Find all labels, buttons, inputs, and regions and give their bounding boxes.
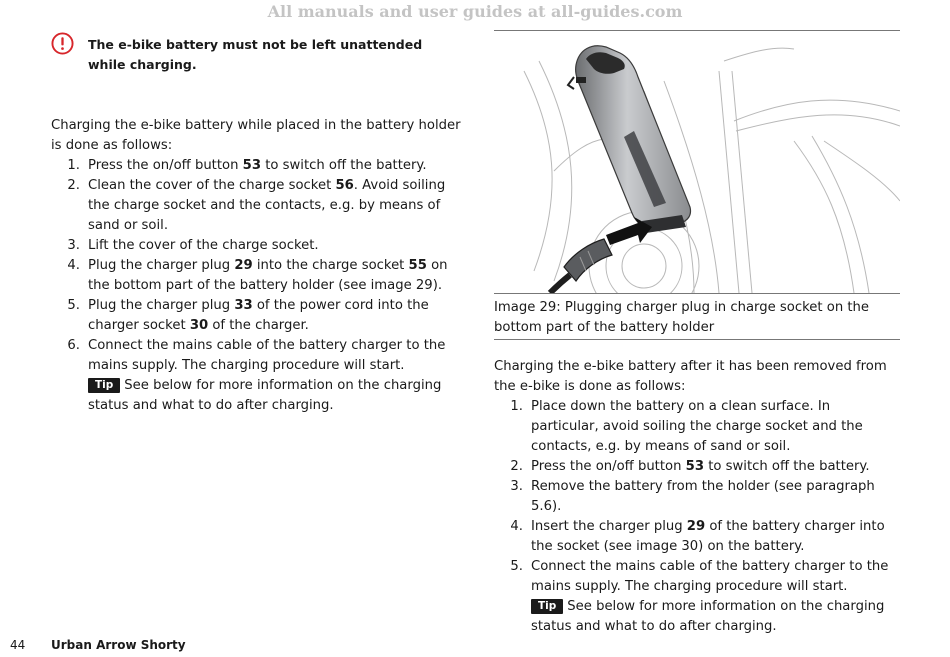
right-steps-list xyxy=(494,397,900,637)
step-number: 3. xyxy=(67,238,80,253)
step-text: . Avoid soiling the charge socket and the contacts, e.g. by means of sand or soil. xyxy=(88,178,446,233)
left-steps-list xyxy=(51,156,461,416)
step-text: Clean the cover of the charge socket xyxy=(88,178,336,193)
reference-number: 30 xyxy=(189,318,209,333)
step-item xyxy=(51,296,461,336)
tip-text: See below for more information on the charging status and what to do after charging. xyxy=(88,378,442,413)
step-text: into the charge socket xyxy=(252,258,409,273)
left-intro: Charging the e-bike battery while placed in the battery holder is done as follows: xyxy=(51,118,461,153)
footer-title: Urban Arrow Shorty xyxy=(51,638,186,652)
step-item xyxy=(51,176,461,236)
step-number: 6. xyxy=(67,338,80,353)
step-item xyxy=(51,236,461,256)
step-number: 1. xyxy=(510,399,523,414)
step-text: to switch off the battery. xyxy=(261,158,427,173)
step-item xyxy=(51,156,461,176)
step-text: Press the on/off button xyxy=(88,158,243,173)
step-text: Connect the mains cable of the battery charger to the mains supply. The charging procedure will start. xyxy=(531,559,889,594)
step-item xyxy=(51,256,461,296)
step-number: 1. xyxy=(67,158,80,173)
step-text: on the bottom part of the battery holder (see image 29). xyxy=(88,258,448,293)
right-column xyxy=(494,30,900,637)
warning-text: The e-bike battery must not be left unattended while charging. xyxy=(88,37,423,72)
step-text: Lift the cover of the charge socket. xyxy=(88,238,319,253)
reference-number: 53 xyxy=(685,459,704,474)
battery-charging-figure xyxy=(494,31,900,293)
step-number: 5. xyxy=(67,298,80,313)
figure-caption: Image 29: Plugging charger plug in charge socket on the bottom part of the battery holder xyxy=(494,300,870,335)
warning-notice xyxy=(51,32,461,80)
step-text: Plug the charger plug xyxy=(88,298,235,313)
right-intro: Charging the e-bike battery after it has been removed from the e-bike is done as follows: xyxy=(494,359,887,394)
step-text: Remove the battery from the holder (see paragraph 5.6). xyxy=(531,479,875,514)
step-item xyxy=(494,557,900,637)
tip-badge: Tip xyxy=(531,599,563,614)
step-text: of the power cord into the charger socket xyxy=(88,298,429,333)
exclamation-circle-icon xyxy=(51,32,74,55)
step-text: Place down the battery on a clean surface. In particular, avoid soiling the charge socket and the contacts, e.g. by means of sand or soil. xyxy=(531,399,863,454)
step-item xyxy=(494,517,900,557)
step-item xyxy=(494,457,900,477)
reference-number: 55 xyxy=(408,258,427,273)
left-column xyxy=(51,32,461,416)
step-number: 4. xyxy=(67,258,80,273)
battery-charging-illustration xyxy=(494,31,900,293)
step-text: Connect the mains cable of the battery charger to the mains supply. The charging procedure will start. xyxy=(88,338,446,373)
reference-number: 33 xyxy=(234,298,253,313)
step-number: 4. xyxy=(510,519,523,534)
step-item xyxy=(494,477,900,517)
step-text: to switch off the battery. xyxy=(704,459,870,474)
watermark: All manuals and user guides at all-guides.com xyxy=(267,2,683,21)
step-text: Insert the charger plug xyxy=(531,519,687,534)
step-item xyxy=(494,397,900,457)
tip-text: See below for more information on the charging status and what to do after charging. xyxy=(531,599,885,634)
page-number: 44 xyxy=(10,638,26,652)
reference-number: 29 xyxy=(234,258,253,273)
step-text: of the battery charger into the socket (see image 30) on the battery. xyxy=(531,519,885,554)
reference-number: 56 xyxy=(335,178,354,193)
step-text: of the charger. xyxy=(208,318,309,333)
reference-number: 53 xyxy=(242,158,261,173)
step-number: 2. xyxy=(510,459,523,474)
step-number: 3. xyxy=(510,479,523,494)
step-item xyxy=(51,336,461,416)
tip-badge: Tip xyxy=(88,378,120,393)
caption-rule xyxy=(494,339,900,340)
step-text: Press the on/off button xyxy=(531,459,686,474)
step-number: 2. xyxy=(67,178,80,193)
step-text: Plug the charger plug xyxy=(88,258,235,273)
step-number: 5. xyxy=(510,559,523,574)
reference-number: 29 xyxy=(686,519,706,534)
